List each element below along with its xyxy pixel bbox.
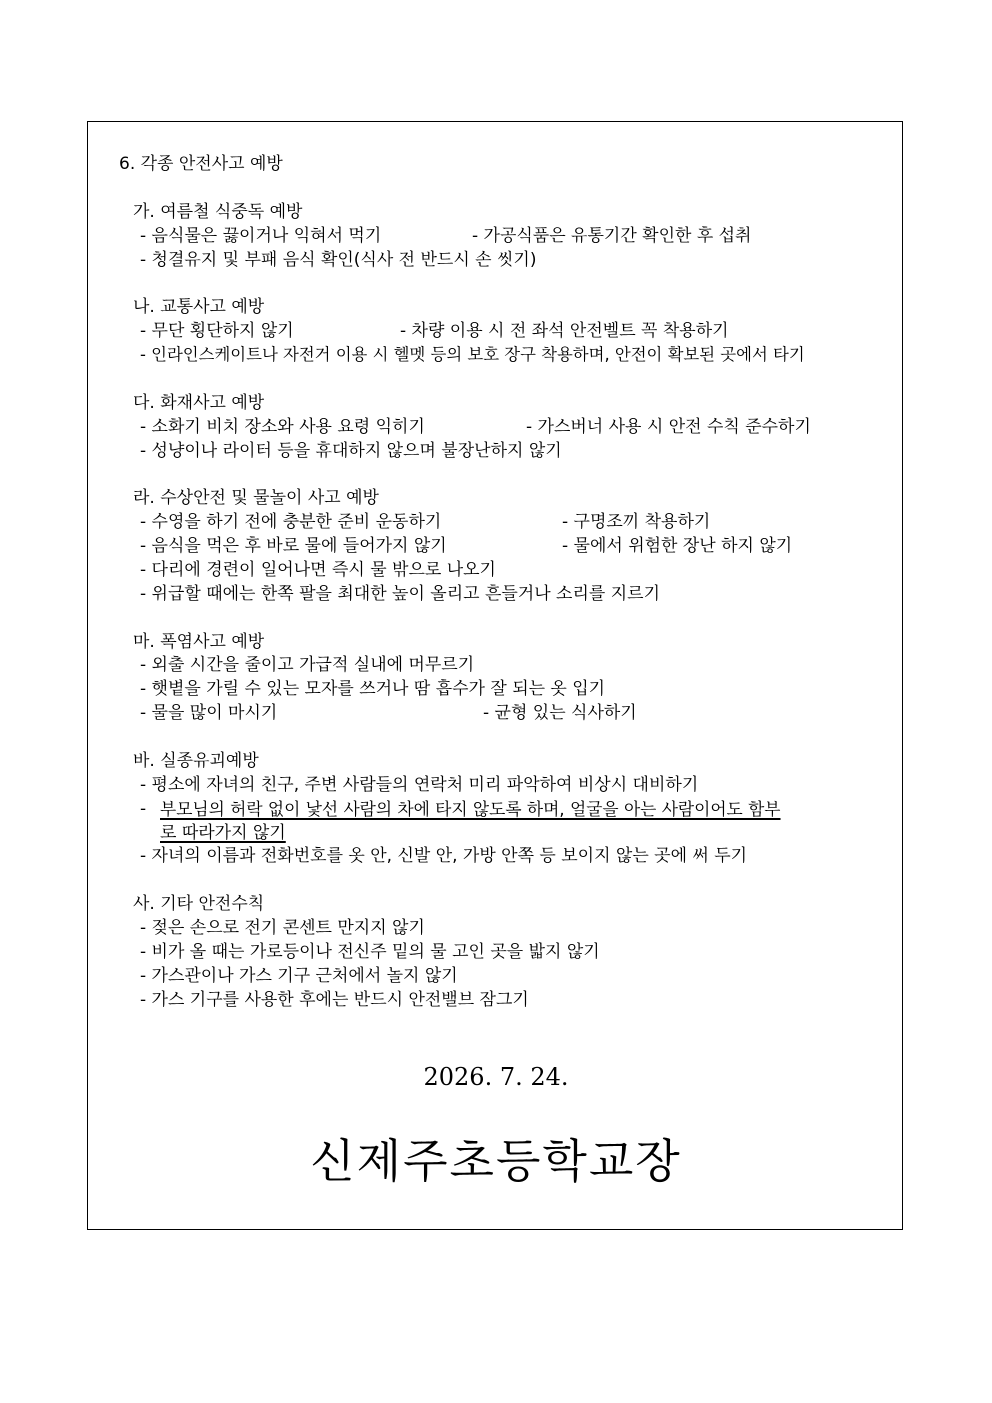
bullet-item: - 음식을 먹은 후 바로 물에 들어가지 않기 (140, 536, 447, 556)
subsection-heading: 가. 여름철 식중독 예방 (133, 202, 303, 222)
bullet-item-emphasis: 부모님의 허락 없이 낯선 사람의 차에 타지 않도록 하며, 얼굴을 아는 사람이어도 함부 (160, 799, 781, 819)
subsection-heading: 바. 실종유괴예방 (133, 751, 259, 771)
bullet-item: - 무단 횡단하지 않기 (140, 321, 294, 341)
bullet-item: - 가스 기구를 사용한 후에는 반드시 안전밸브 잠그기 (140, 990, 529, 1010)
bullet-item: - 젖은 손으로 전기 콘센트 만지지 않기 (140, 918, 425, 938)
bullet-item-emphasis-cont: 로 따라가지 않기 (160, 823, 286, 843)
subsection-heading: 다. 화재사고 예방 (133, 393, 265, 413)
bullet-item: - 차량 이용 시 전 좌석 안전벨트 꼭 착용하기 (400, 321, 729, 341)
bullet-item: - 위급할 때에는 한쪽 팔을 최대한 높이 올리고 흔들거나 소리를 지르기 (140, 584, 660, 604)
bullet-item: - 외출 시간을 줄이고 가급적 실내에 머무르기 (140, 655, 475, 675)
subsection-heading: 나. 교통사고 예방 (133, 297, 265, 317)
bullet-item: - 자녀의 이름과 전화번호를 옷 안, 신발 안, 가방 안쪽 등 보이지 않는 곳에 써 두기 (140, 846, 748, 866)
bullet-item: - 균형 있는 식사하기 (483, 703, 637, 723)
bullet-item: - 평소에 자녀의 친구, 주변 사람들의 연락처 미리 파악하여 비상시 대비하기 (140, 775, 699, 795)
bullet-item: - 수영을 하기 전에 충분한 준비 운동하기 (140, 512, 442, 532)
school-principal-signature: 신제주초등학교장 (310, 1134, 682, 1188)
bullet-item: - 다리에 경련이 일어나면 즉시 물 밖으로 나오기 (140, 560, 496, 580)
bullet-dash: - (140, 799, 147, 819)
issue-date: 2026. 7. 24. (423, 1063, 569, 1091)
bullet-item: - 성냥이나 라이터 등을 휴대하지 않으며 불장난하지 않기 (140, 441, 562, 461)
bullet-item: - 가스관이나 가스 기구 근처에서 놀지 않기 (140, 966, 458, 986)
subsection-heading: 사. 기타 안전수칙 (133, 894, 265, 914)
bullet-item: - 햇볕을 가릴 수 있는 모자를 쓰거나 땀 흡수가 잘 되는 옷 입기 (140, 679, 606, 699)
bullet-item: - 비가 올 때는 가로등이나 전신주 밑의 물 고인 곳을 밟지 않기 (140, 942, 600, 962)
bullet-item: - 가스버너 사용 시 안전 수칙 준수하기 (526, 417, 811, 437)
section-title: 6. 각종 안전사고 예방 (119, 154, 283, 174)
bullet-item: - 음식물은 끓이거나 익혀서 먹기 (140, 226, 382, 246)
bullet-item: - 청결유지 및 부패 음식 확인(식사 전 반드시 손 씻기) (140, 250, 537, 270)
bullet-item: - 물을 많이 마시기 (140, 703, 278, 723)
bullet-item: - 물에서 위험한 장난 하지 않기 (562, 536, 793, 556)
bullet-item: - 구명조끼 착용하기 (562, 512, 711, 532)
bullet-item: - 인라인스케이트나 자전거 이용 시 헬멧 등의 보호 장구 착용하며, 안전이 확보된 곳에서 타기 (140, 345, 805, 364)
bullet-item: - 소화기 비치 장소와 사용 요령 익히기 (140, 417, 425, 437)
bullet-item: - 가공식품은 유통기간 확인한 후 섭취 (472, 226, 752, 246)
subsection-heading: 마. 폭염사고 예방 (133, 632, 265, 652)
subsection-heading: 라. 수상안전 및 물놀이 사고 예방 (133, 488, 379, 508)
